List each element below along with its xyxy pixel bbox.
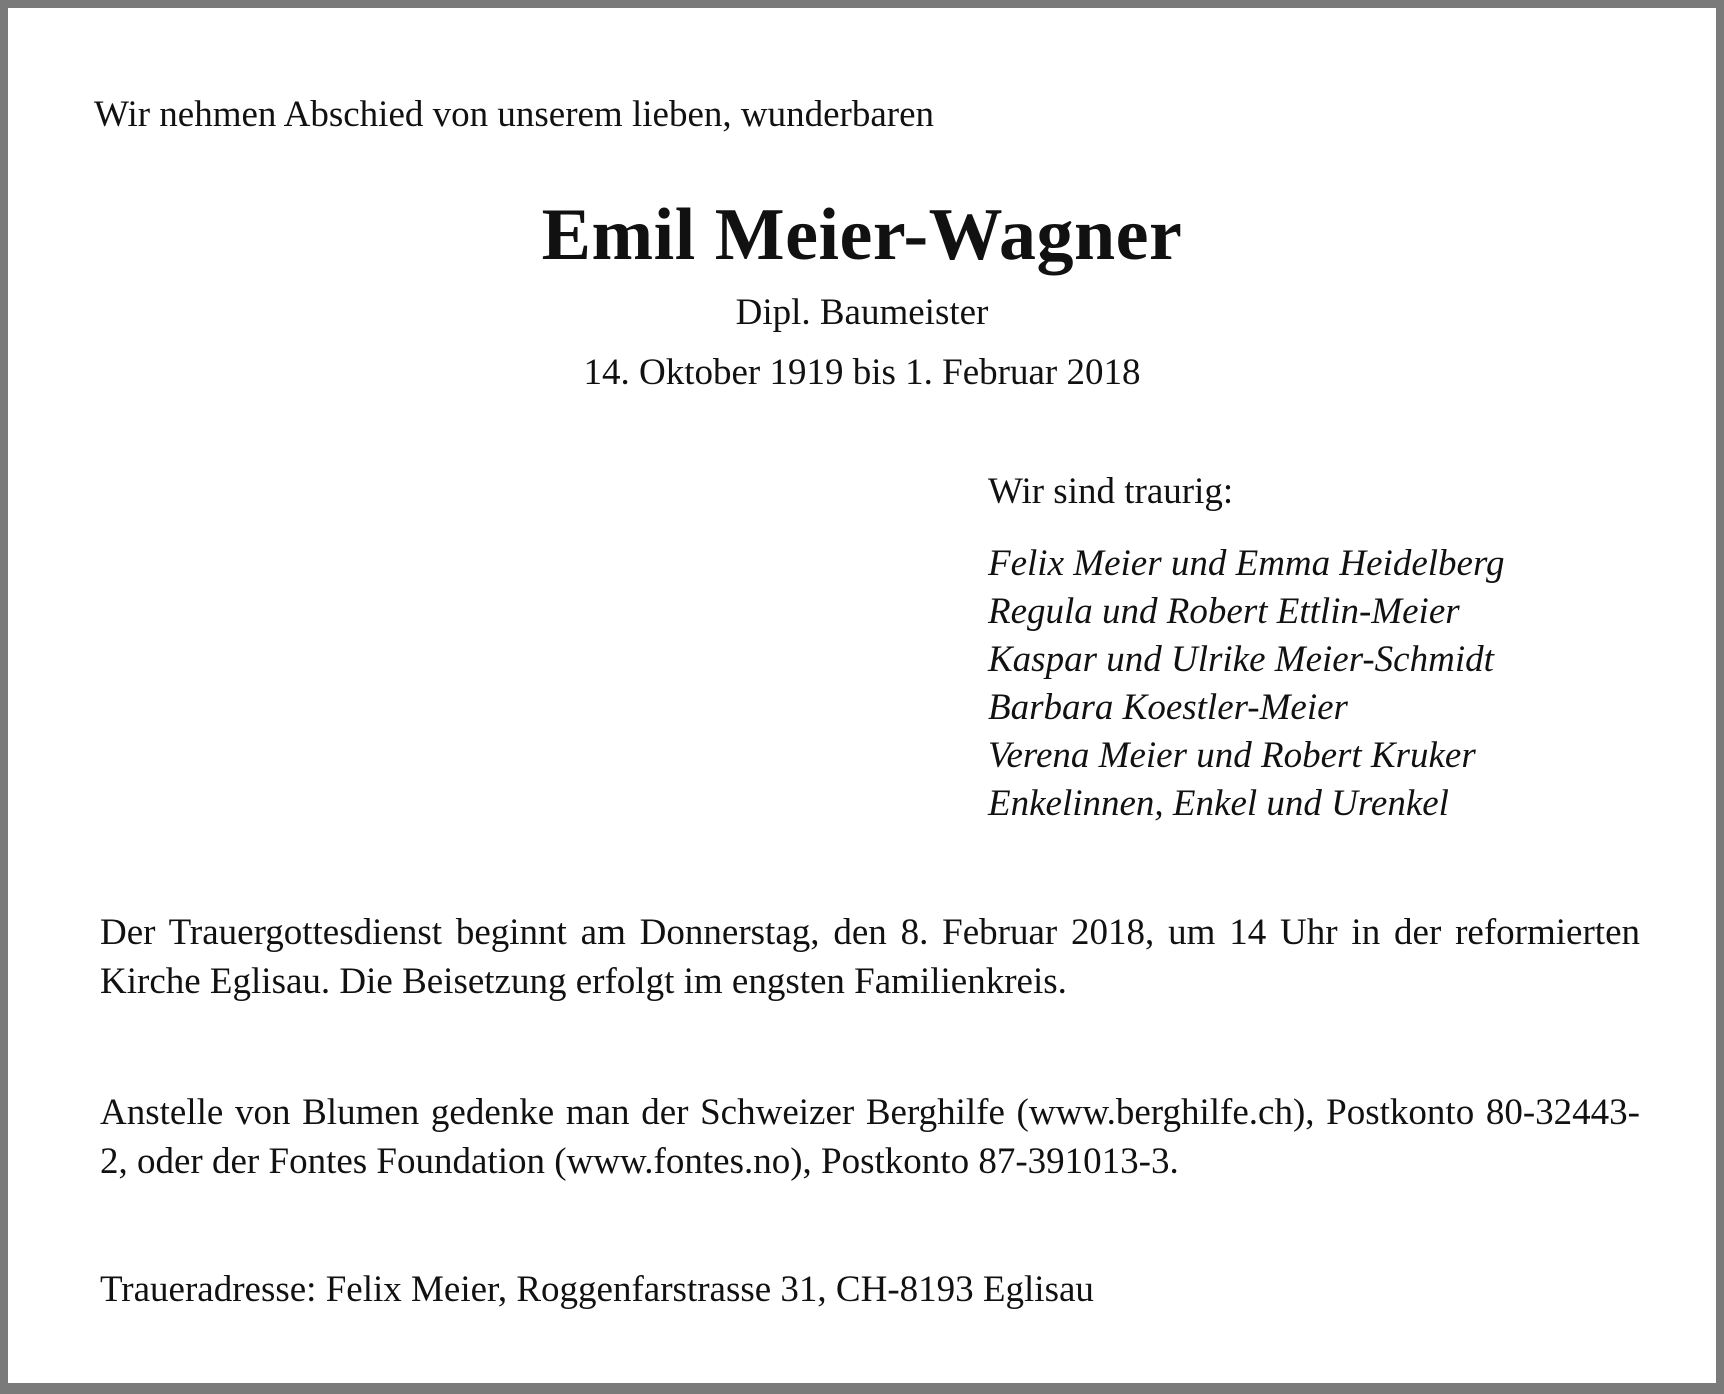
life-dates: 14. Oktober 1919 bis 1. Februar 2018 xyxy=(583,352,1141,393)
mourning-address: Traueradresse: Felix Meier, Roggenfarstrasse 31, CH-8193 Eglisau xyxy=(100,1269,1094,1310)
mourner-item: Barbara Koestler-Meier xyxy=(988,687,1348,728)
professional-title: Dipl. Baumeister xyxy=(735,292,989,333)
mourner-item: Verena Meier und Robert Kruker xyxy=(988,735,1476,776)
service-paragraph: Der Trauergottesdienst beginnt am Donnerstag, den 8. Februar 2018, um 14 Uhr in der reformierten Kirche Eglisau. Die Beisetzung erfolgt im engsten Familienkreis. xyxy=(100,912,1640,1002)
deceased-name: Emil Meier-Wagner xyxy=(541,194,1183,276)
intro-line: Wir nehmen Abschied von unserem lieben, wunderbaren xyxy=(94,94,934,135)
mourners-list xyxy=(988,540,1504,828)
mourners-heading: Wir sind traurig: xyxy=(988,471,1234,512)
mourner-item: Felix Meier und Emma Heidelberg xyxy=(988,543,1505,584)
obituary-page xyxy=(8,8,1716,1383)
donation-paragraph: Anstelle von Blumen gedenke man der Schweizer Berghilfe (www.berghilfe.ch), Postkonto 80-32443-2, oder der Fontes Foundation (www.fontes.no), Postkonto 87-391013-3. xyxy=(100,1092,1640,1182)
mourner-item: Regula und Robert Ettlin-Meier xyxy=(988,591,1460,632)
mourner-item: Enkelinnen, Enkel und Urenkel xyxy=(988,783,1449,824)
mourner-item: Kaspar und Ulrike Meier-Schmidt xyxy=(988,639,1494,680)
